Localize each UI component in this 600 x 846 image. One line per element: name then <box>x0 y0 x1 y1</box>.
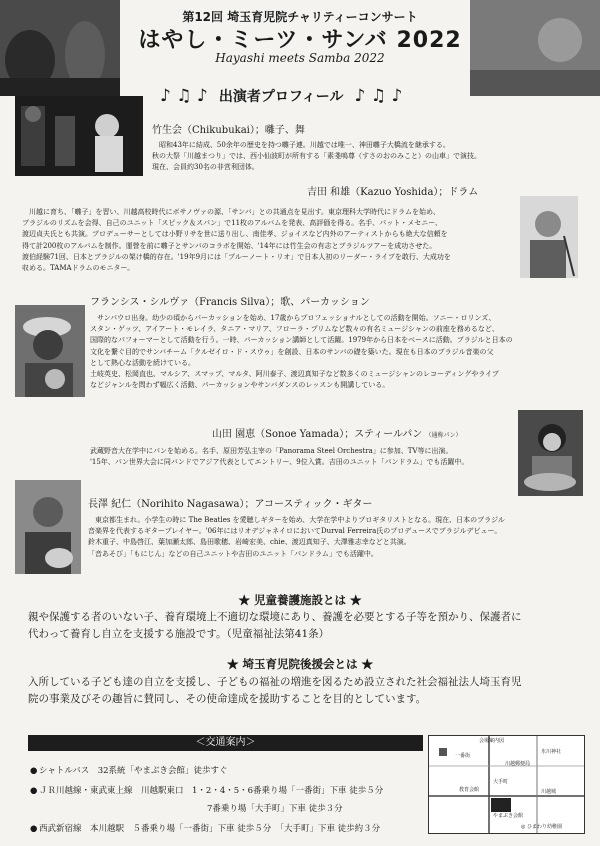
access-item-2: ● ＪＲ川越線・東武東上線 川越駅東口 1・2・4・5・6番乗り場「一番街」下車 徒歩５分 <box>30 786 384 796</box>
profile-2-bio: 川越に育ち、「囃子」を習い、川越高校時代にボサノヴァの源、「サンバ」との共通点を見出す。東京理科大学時代にドラムを始め、 ブラジルのリズムを会得、自己のユニット「スピック＆スパン」で11枚のアルバムを発表、高評価を得る。名手、パット・メセニー、 渡辺貞夫氏とも共演。プロデューサーとしては小野リサを世に送り出し、南佳孝、ジョイスなど内外のアーティストからも絶大な信頼を 得て計200枚のアルバムを制作。運營を前に囃子とサンバのコラボを開始、'14年には竹生会の有志とブラジルツアーを成功させた。 渡伯経験71回、日本とブラジルの架け橋的存在。'19年9月には「ブルーノート・リオ」で日本人初のリーダー・ライブを敢行、大成功を 収める。TAMAドラムのモニター。 <box>22 208 451 273</box>
music-notes-right-icon: ♪ ♫ ♪ <box>354 86 403 106</box>
access-item-1: ● シャトルバス 32系統「やまぶき会館」徒歩すぐ <box>30 766 228 776</box>
support-title: ★ 埼玉育児院後援会とは ★ <box>226 657 373 671</box>
profile-3-bio: サンパウロ出身。幼少の頃からパーカッションを始め、17歳からプロフェッショナルとしての活動を開始。ソニー・ロリンズ、 スタン・ゲッツ、アイアート・モレイラ、タニア・マリア、フローラ・プリムなど数々の有名ミュージシャンの前座を務めるなど、 国際的なパフォーマーとして活動を行う。一時、パーカッション講師として活躍。1979年から日本をベースに活動。ブラジルと日本の 文化を繋ぐ目的でサンバチーム「クルゼイロ・ド・スウゥ」を創設、日本のサンバの礎を築いた。現在も日本のブラジル音楽の父 として熱心な活動を続けている。 土岐英史、松岡直也、マルシア、スマップ、マルタ、阿川泰子、渡辺真知子など数多くのミュージシャンのレコーディングやライブ などジャンルを問わず幅広く活動、パーカッションやサンバダンスのレッスンも開講している。 <box>90 314 513 390</box>
chikubukai-photo <box>15 96 143 176</box>
bullet-icon: ● <box>30 766 38 776</box>
concert-title: はやし・ミーツ・サンバ 2022 <box>138 28 462 53</box>
map-label-hikawa: 氷川神社 <box>541 749 562 755</box>
access-item-2-sub: 7番乗り場「大手町」下車 徒歩３分 <box>207 804 343 814</box>
map-label-hall: やまぶき会館 <box>493 813 524 819</box>
access-item-3: ● 西武新宿線 本川越駅 ５番乗り場「一番街」下車 徒歩５分 「大手町」下車 徒歩約３分 <box>30 824 381 834</box>
profile-4-name: 山田 園恵（Sonoe Yamada）；スティールパン （通称パン） <box>212 429 462 440</box>
sonoe-yamada-photo <box>518 410 583 496</box>
profile-5-bio: 東京都生まれ。小学生の時に The Beatles を愛聴しギターを始め、大学在学中よりプロギタリストとなる。現在、日本のブラジル 音楽界を代表するギタープレイヤー。'06年にはリオデジャネイロにおいてDurval Ferreira氏のプロデュースでブラジルデビュー。 鈴木重子、中島啓江、葉加瀬太郎、島田歌穂、岩崎宏美、chie、渡辺真知子、大澤雅志幸などと共演。 「音あそび」「もにじん」などの自己ユニットや吉田のユニット「パンドラム」でも活躍中。 <box>88 516 505 558</box>
map-title: 会場案内図 <box>479 738 505 744</box>
profile-1-bio: 昭和43年に結成、50余年の歴史を持つ囃子連。川越では唯一、神田囃子大橋流を継承する。 秋の大祭「川越まつり」では、西小仙波町が所有する「素戔嗚尊（すさのおのみこと）の山車」で演技。 現在、会員約30名の非営利団体。 <box>152 141 481 172</box>
profiles-heading <box>160 86 460 112</box>
access-header-bar <box>28 735 423 751</box>
profile-4-note: （通称パン） <box>425 432 462 439</box>
norihito-nagasawa-photo <box>15 480 81 574</box>
map-label-kyoiku: 教育会館 <box>459 787 480 793</box>
access-title: ＜交通案内＞ <box>195 737 256 748</box>
profile-1-name: 竹生会（Chikubukai）；囃子、舞 <box>152 125 305 136</box>
profile-5-name: 長澤 紀仁（Norihito Nagasawa）；アコースティック・ギター <box>88 499 373 510</box>
profile-4-bio: 武蔵野音大在学中にパンを始める。名手、原田芳弘主宰の「Panorama Steel Orchestra」に参加、TV等に出演。 '15年、パン世界大会に同バンドでアジア代表としてエントリー、9位入賞。吉田のユニット「パンドラム」でも活躍中。 <box>90 447 469 467</box>
venue-map <box>428 735 585 834</box>
map-label-otemachi: 大手町 <box>493 779 509 785</box>
facility-title: ★ 児童養護施設とは ★ <box>238 593 362 607</box>
profile-3-name: フランシス・シルヴァ（Francis Silva）；歌、パーカッション <box>90 297 370 308</box>
profile-2-name: 吉田 和雄（Kazuo Yoshida）；ドラム <box>307 187 479 198</box>
concert-subtitle: 第12回 埼玉育児院チャリティーコンサート <box>182 10 418 24</box>
francis-silva-photo <box>15 305 85 397</box>
support-body: 入所している子ども達の自立を支援し、子どもの福祉の増進を図るため設立された社会福祉法人埼玉育児 院の事業及びその趣旨に賛同し、その使命達成を援助することを目的としています。 <box>28 676 522 705</box>
kazuo-yoshida-photo <box>520 196 578 278</box>
concert-title-english: Hayashi meets Samba 2022 <box>215 51 385 65</box>
map-label-castle: 川越城 <box>541 789 557 795</box>
facility-body: 親や保護する者のいない子、養育環境上不適切な環境にあり、養護を必要とする子等を預かり、保護者に 代わって養育し自立を支援する施設です。（児童福祉法第41条） <box>28 611 522 640</box>
bullet-icon: ● <box>30 824 38 834</box>
profiles-heading-label: 出演者プロフィール <box>218 89 344 105</box>
map-label-ichibangai: 一番街 <box>455 753 471 759</box>
bullet-icon: ● <box>30 786 38 796</box>
music-notes-left-icon: ♪ ♫ ♪ <box>160 86 208 106</box>
map-label-himawari: ◎ ひまわり幼稚園 <box>521 824 562 830</box>
map-label-kawagoe-post: 川越郵便局 <box>505 761 531 767</box>
